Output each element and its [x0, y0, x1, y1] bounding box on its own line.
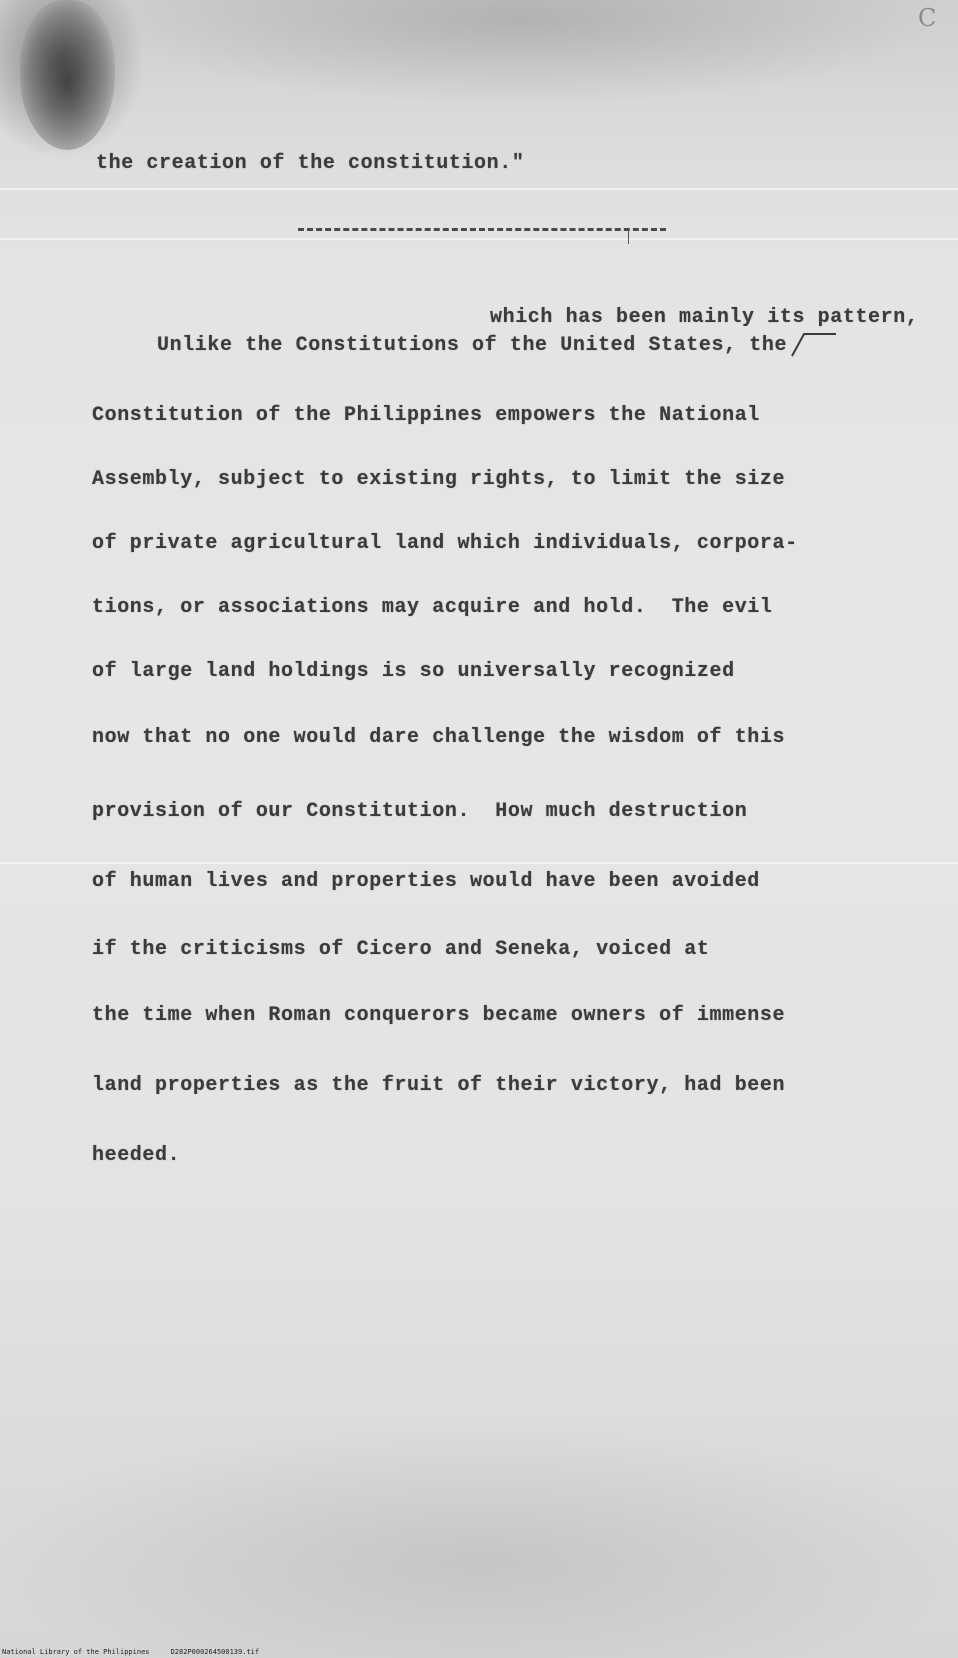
separator-tick: [628, 230, 629, 244]
paragraph-line: now that no one would dare challenge the wisdom of this: [92, 726, 786, 749]
corner-page-mark: C: [918, 4, 937, 32]
top-line: the creation of the constitution.": [96, 152, 525, 175]
scan-fold-line: [0, 238, 958, 240]
paragraph-line: heeded.: [92, 1144, 181, 1167]
insertion-caret-mark: [790, 328, 838, 358]
paragraph-line: Unlike the Constitutions of the United States, the: [157, 334, 788, 357]
paragraph-line: Constitution of the Philippines empowers the National: [92, 404, 760, 427]
library-name: National Library of the Philippines: [2, 1648, 150, 1656]
paragraph-line: if the criticisms of Cicero and Seneka, voiced at: [92, 938, 710, 961]
paragraph-line: Assembly, subject to existing rights, to limit the size: [92, 468, 786, 491]
finger-smudge: [20, 0, 115, 150]
file-id: D282P000264500139.tif: [170, 1648, 260, 1656]
paragraph-line: provision of our Constitution. How much destruction: [92, 800, 748, 823]
paragraph-line: of human lives and properties would have been avoided: [92, 870, 760, 893]
scan-fold-line: [0, 188, 958, 190]
handwritten-insertion: which has been mainly its pattern,: [490, 306, 919, 329]
paragraph-line: tions, or associations may acquire and hold. The evil: [92, 596, 773, 619]
paragraph-line: of large land holdings is so universally recognized: [92, 660, 735, 683]
scan-fold-line: [0, 862, 958, 864]
paragraph-line: of private agricultural land which individuals, corpora-: [92, 532, 798, 555]
paragraph-line: land properties as the fruit of their victory, had been: [92, 1074, 786, 1097]
scan-footer: [2, 1648, 259, 1656]
section-separator: [298, 228, 666, 231]
paragraph-line: the time when Roman conquerors became owners of immense: [92, 1004, 786, 1027]
